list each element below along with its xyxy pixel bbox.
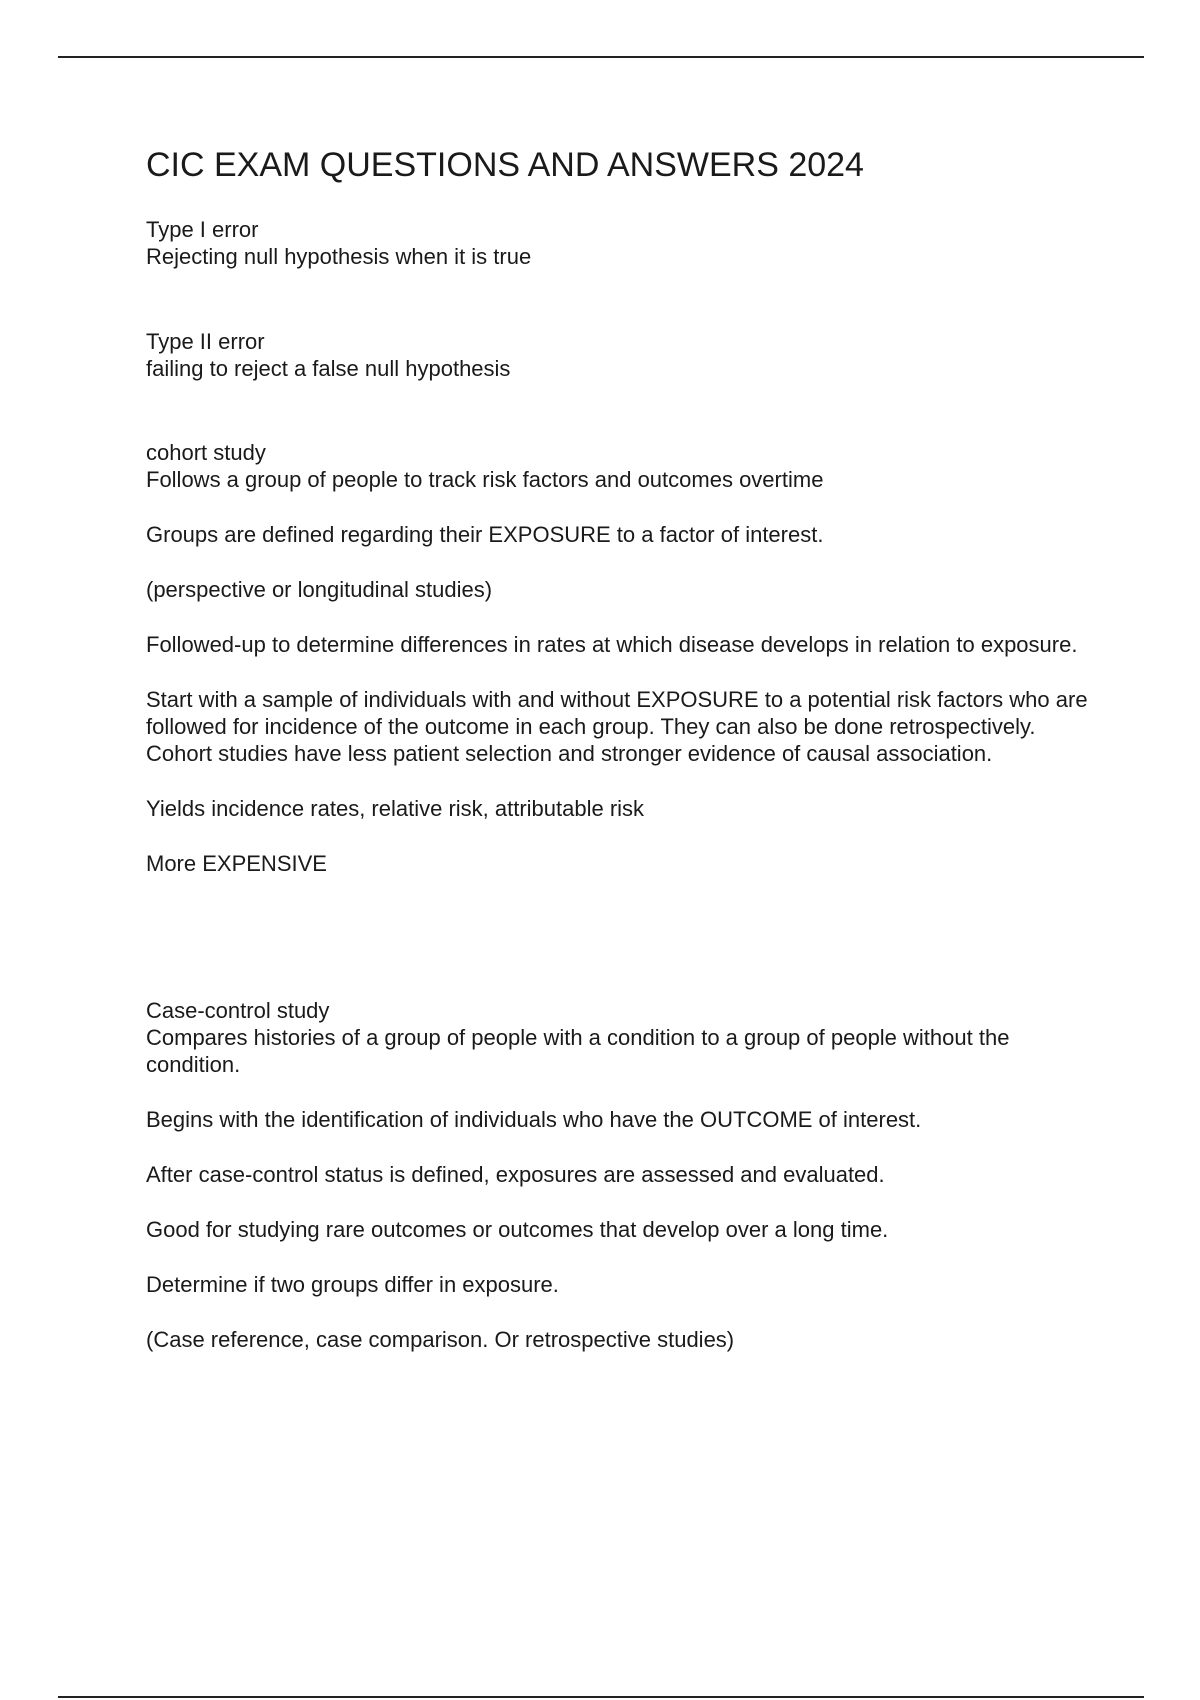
qa-entry-cohort-study (146, 439, 1096, 877)
answer-paragraph: failing to reject a false null hypothesis (146, 356, 511, 381)
answer-paragraph: More EXPENSIVE (146, 851, 327, 876)
qa-entry-case-control-study (146, 997, 1096, 1353)
answer-paragraph: Good for studying rare outcomes or outcomes that develop over a long time. (146, 1217, 889, 1242)
bottom-divider (58, 1696, 1144, 1698)
top-divider (58, 56, 1144, 58)
answer-paragraph: Start with a sample of individuals with and without EXPOSURE to a potential risk factors who are followed for incidence of the outcome in each group. They can also be done retrospectively. Cohort studies have less patient selection and stronger evidence of causal association. (146, 687, 1088, 766)
answer-paragraph: Groups are defined regarding their EXPOSURE to a factor of interest. (146, 522, 824, 547)
answer-paragraph: Follows a group of people to track risk factors and outcomes overtime (146, 467, 824, 492)
answer-paragraph: Rejecting null hypothesis when it is true (146, 244, 532, 269)
question-term: Type II error (146, 329, 265, 354)
answer-paragraph: Yields incidence rates, relative risk, attributable risk (146, 796, 645, 821)
answer-paragraph: (Case reference, case comparison. Or retrospective studies) (146, 1327, 735, 1352)
question-term: cohort study (146, 440, 266, 465)
qa-entry-type-ii-error (146, 328, 1096, 382)
answer-paragraph: (perspective or longitudinal studies) (146, 577, 493, 602)
answer-paragraph: After case-control status is defined, exposures are assessed and evaluated. (146, 1162, 885, 1187)
question-term: Case-control study (146, 998, 330, 1023)
answer-paragraph: Compares histories of a group of people with a condition to a group of people without the condition. (146, 1025, 1010, 1077)
answer-paragraph: Begins with the identification of individuals who have the OUTCOME of interest. (146, 1107, 922, 1132)
question-term: Type I error (146, 217, 259, 242)
qa-entry-type-i-error (146, 216, 1096, 270)
answer-paragraph: Followed-up to determine differences in rates at which disease develops in relation to exposure. (146, 632, 1078, 657)
page-title: CIC EXAM QUESTIONS AND ANSWERS 2024 (146, 146, 864, 184)
answer-paragraph: Determine if two groups differ in exposure. (146, 1272, 559, 1297)
